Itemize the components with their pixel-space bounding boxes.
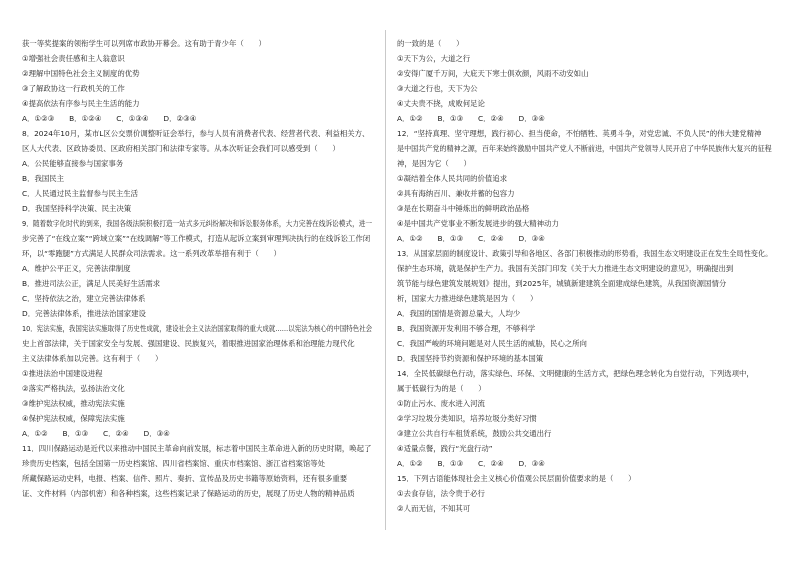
question-13-stem: 13．从国家层面的制度设计、政策引导和各地区、各部门积极推动的形势看，我国生态文明建设正在发生全局性变化。: [397, 249, 773, 258]
question-14-stem: 14．全民低碳绿色行动，落实绿色、环保、文明健康的生活方式，把绿色理念转化为自觉行动，下列选项中，: [397, 369, 754, 378]
text-line: 的一致的是（ ）: [397, 39, 464, 48]
option-line: B．推进司法公正，满足人民美好生活需求: [22, 279, 161, 288]
option-line: B．我国资源开发利用不够合理，不够科学: [397, 324, 536, 333]
question-15-stem: 15．下列古语能体现社会主义核心价值观公民层面价值要求的是（ ）: [397, 474, 636, 483]
text-line: 所藏保路运动史料，电报、档案、信件、照片、奏折、宣传品及历史书籍等原始资料，还有很多重要: [22, 474, 348, 483]
answer-choices: A．①② B．①③ C．②④ D．③④: [397, 234, 545, 243]
option-line: A．我国的国情是资源总量大，人均少: [397, 309, 521, 318]
answer-choices: A．①② B．①③ C．②④ D．③④: [397, 114, 545, 123]
text-line: 神，是因为它（ ）: [397, 159, 471, 168]
option-line: ②落实严格执法，弘扬法治文化: [22, 384, 125, 393]
option-line: C．坚持依法之治，建立完善法律体系: [22, 294, 146, 303]
option-line: ②人而无信，不知其可: [397, 504, 471, 513]
option-line: ①凝结着全体人民共同的价值追求: [397, 174, 508, 183]
answer-choices: A．①②③ B．①②④ C．①③④ D．②③④: [22, 114, 197, 123]
text-line: 证、文件材料（内部机密）和各种档案，这些档案记录了保路运动的历史，展现了历史人物的精神品质: [22, 489, 355, 498]
question-12-stem: 12．“坚持真理、坚守理想，践行初心、担当使命，不怕牺牲、英勇斗争，对党忠诚、不负人民”的伟大建党精神: [397, 129, 762, 138]
option-line: ③了解政协这一行政机关的工作: [22, 84, 125, 93]
question-9-stem: 9．随着数字化时代的到来，我国各级法院积极打造一站式多元纠纷解决和诉讼服务体系，大力完善在线诉讼模式，进一: [22, 219, 373, 228]
left-column: [22, 36, 372, 501]
option-line: ①推进法治中国建设进程: [22, 369, 103, 378]
text-line: 保护生态环境，就是保护生产力。我国有关部门印发《关于大力推进生态文明建设的意见》，明确提出到: [397, 264, 734, 273]
text-line: 筑节能与绿色建筑发展规划》提出，到2025年，城镇新建建筑全面建成绿色建筑，从我国资源国情分: [397, 279, 727, 288]
option-line: ④适量点餐，践行“光盘行动”: [397, 444, 493, 453]
question-10-stem: 10．宪法实施，我国宪法实施取得了历史性成就，建设社会主义法治国家取得的重大成就……以宪法为核心的中国特色社会: [22, 324, 373, 333]
question-8-stem: 8．2024年10月，某市L区公交票价调整听证会举行，参与人员有消费者代表、经营者代表、利益相关方、: [22, 129, 370, 138]
question-11-stem: 11．四川保路运动是近代以来推动中国民主革命向前发展，标志着中国民主革命进入新的历史时期，唤起了: [22, 444, 372, 453]
text-line: 属于低碳行为的是（ ）: [397, 384, 486, 393]
option-line: ④丈夫贵不挠，成败何足论: [397, 99, 485, 108]
option-line: ①去食存信，法令贵于必行: [397, 489, 485, 498]
option-line: ②理解中国特色社会主义制度的优势: [22, 69, 140, 78]
text-line: 珍贵历史档案，包括全国第一历史档案馆、四川省档案馆、重庆市档案馆、浙江省档案馆等处: [22, 459, 326, 468]
option-line: D．我国坚持科学决策、民主决策: [22, 204, 132, 213]
option-line: D．完善法律体系，推进法治国家建设: [22, 309, 146, 318]
option-line: B．我国民主: [22, 174, 65, 183]
option-line: ③是在长期奋斗中锤炼出的鲜明政治品格: [397, 204, 530, 213]
text-line: 步完善了“在线立案”“跨域立案”“在线调解”等工作模式，打造从起诉立案到审理判决执行的在线诉讼工作闭: [22, 234, 371, 243]
option-line: ④保护宪法权威，保障宪法实施: [22, 414, 125, 423]
option-line: A．公民能够直接参与国家事务: [22, 159, 124, 168]
text-line: 是中国共产党的精神之源，百年来始终激励中国共产党人不断前进，中国共产党领导人民开启了中华民族伟大复兴的征程: [397, 144, 772, 153]
text-line: 获一等奖提案的领衔学生可以列席市政协开幕会。这有助于青少年（ ）: [22, 39, 266, 48]
option-line: ②学习垃圾分类知识，培养垃圾分类好习惯: [397, 414, 537, 423]
right-column: [397, 36, 772, 516]
option-line: ④提高依法有序参与民主生活的能力: [22, 99, 140, 108]
answer-choices: A．①② B．①③ C．②④ D．③④: [397, 459, 545, 468]
option-line: D．我国坚持节约资源和保护环境的基本国策: [397, 354, 544, 363]
option-line: ④是中国共产党事业不断发展进步的强大精神动力: [397, 219, 559, 228]
text-line: 史上首部法律，关于国家安全与发展、强国建设、民族复兴，着眼推进国家治理体系和治理能力现代化: [22, 339, 355, 348]
option-line: ③维护宪法权威，推动宪法实施: [22, 399, 125, 408]
option-line: ③建立公共自行车租赁系统，鼓励公共交通出行: [397, 429, 552, 438]
option-line: ③大道之行也，天下为公: [397, 84, 478, 93]
column-divider: [385, 30, 386, 530]
option-line: C．人民通过民主监督参与民主生活: [22, 189, 139, 198]
option-line: ①防止污水、废水进入河流: [397, 399, 485, 408]
text-line: 主义法律体系加以完善。这有利于（ ）: [22, 354, 163, 363]
text-line: 环，以“零跑腿”方式满足人民群众司法需求。这一系列改革举措有利于（ ）: [22, 249, 281, 258]
option-line: ①增强社会责任感和主人翁意识: [22, 54, 125, 63]
option-line: ①天下为公，大道之行: [397, 54, 471, 63]
answer-choices: A．①② B．①③ C．②④ D．③④: [22, 429, 170, 438]
text-line: 区人大代表、区政协委员、区政府相关部门和法律专家等。从本次听证会我们可以感受到（ ）: [22, 144, 340, 153]
option-line: A．维护公平正义，完善法律制度: [22, 264, 131, 273]
option-line: C．我国严峻的环境问题是对人民生活的威胁，民心之所向: [397, 339, 587, 348]
option-line: ②安得广厦千万间，大庇天下寒士俱欢颜，风雨不动安如山: [397, 69, 589, 78]
option-line: ②具有海纳百川、兼收并蓄的包容力: [397, 189, 515, 198]
text-line: 析，国家大力推进绿色建筑是因为（ ）: [397, 294, 538, 303]
